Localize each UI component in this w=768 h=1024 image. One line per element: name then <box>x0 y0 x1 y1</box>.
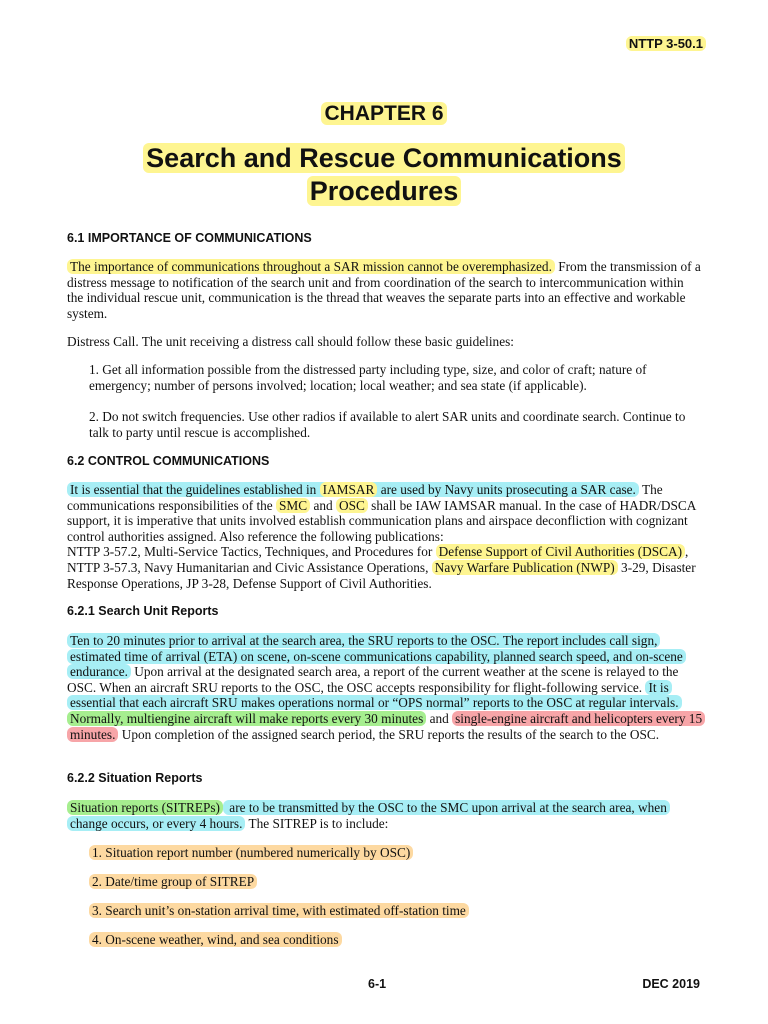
section-6-2-1-paragraph <box>67 633 703 742</box>
sitrep-item-4 <box>89 932 703 948</box>
footer-date: DEC 2019 <box>642 977 700 991</box>
highlight-smc: SMC <box>276 498 310 513</box>
text-span: It is essential that the guidelines established in <box>70 482 320 497</box>
text-span: Upon arrival at the designated search area, a report of the current weather at the scene is relayed to the OSC. When an aircraft SRU reports to the OSC, the OSC accepts responsibility for flight-following service. <box>67 664 679 695</box>
highlight-ops-normal: It is essential that each aircraft SRU makes operations normal or “OPS normal” reports to the OSC at regular intervals. <box>67 680 682 711</box>
highlight-sitreps: Situation reports (SITREPs) <box>67 800 223 815</box>
text-span: , NTTP 3-57.3, Navy Humanitarian and Civic Assistance Operations, <box>67 544 689 575</box>
chapter-title <box>60 142 708 208</box>
highlight-prior-arrival: Ten to 20 minutes prior to arrival at the search area, the SRU reports to the OSC. The report includes call sign, estimated time of arrival (ETA) on scene, on-scene communications capability, planned search speed, and on-scene endurance. <box>67 633 686 679</box>
section-6-1-paragraph <box>67 259 703 321</box>
text-span: shall be IAW IAMSAR manual. In the case of HADR/DSCA support, it is imperative that units involved establish communication plans and airspace deconfliction with cognizant control authorities assigned. Also reference the following publications: <box>67 497 696 544</box>
sitrep-item-1-text: 1. Situation report number (numbered numerically by OSC) <box>89 845 413 860</box>
highlight-osc: OSC <box>336 498 368 513</box>
highlight-transmitted: are to be transmitted by the OSC to the SMC upon arrival at the search area, when change occurs, or every 4 hours. <box>67 800 670 831</box>
text-span: The SITREP is to include: <box>245 815 389 831</box>
chapter-label <box>0 102 768 126</box>
section-6-2-1-heading: 6.2.1 Search Unit Reports <box>67 604 219 618</box>
section-6-2-2-heading: 6.2.2 Situation Reports <box>67 771 203 785</box>
section-6-1-heading: 6.1 IMPORTANCE OF COMMUNICATIONS <box>67 231 312 245</box>
text-span: 3-29, Disaster Response Operations, JP 3-28, Defense Support of Civil Authorities. <box>67 559 696 591</box>
document-id <box>626 36 706 51</box>
chapter-title-line2: Procedures <box>307 176 462 206</box>
sitrep-item-3 <box>89 903 703 919</box>
text-span: NTTP 3-57.2, Multi-Service Tactics, Techniques, and Procedures for <box>67 544 436 560</box>
text-span: The communications responsibilities of the <box>67 482 663 513</box>
section-6-2-paragraph <box>67 482 703 591</box>
highlight-importance: The importance of communications throughout a SAR mission cannot be overemphasized. <box>67 259 555 274</box>
section-6-2-heading: 6.2 CONTROL COMMUNICATIONS <box>67 454 270 468</box>
page-number: 6-1 <box>368 977 387 991</box>
highlight-dsca: Defense Support of Civil Authorities (DSCA) <box>436 544 685 559</box>
sitrep-item-2 <box>89 874 703 890</box>
highlight-single-engine: single-engine aircraft and helicopters every 15 minutes. <box>67 711 705 742</box>
text-span: and <box>310 497 336 513</box>
sitrep-item-2-text: 2. Date/time group of SITREP <box>89 874 257 889</box>
highlight-essential <box>67 482 639 497</box>
distress-guideline-1: 1. Get all information possible from the distressed party including type, size, and color of craft; nature of emergency; number of persons involved; location; local weather; and sea state (if applicable). <box>89 362 647 393</box>
text-span: From the transmission of a distress message to notification of the search unit and from coordination of the search to intercommunication within the individual rescue unit, communication is the thread that weaves the separate parts into an effective and workable system. <box>67 259 701 321</box>
sitrep-item-1 <box>89 845 703 861</box>
highlight-iamsar: IAMSAR <box>320 482 378 497</box>
distress-call-paragraph: Distress Call. The unit receiving a distress call should follow these basic guidelines: <box>67 334 514 349</box>
highlight-nwp: Navy Warfare Publication (NWP) <box>432 560 618 575</box>
chapter-title-line1: Search and Rescue Communications <box>143 143 625 173</box>
document-id-text: NTTP 3-50.1 <box>626 36 706 51</box>
chapter-label-text: CHAPTER 6 <box>321 102 446 125</box>
sitrep-item-4-text: 4. On-scene weather, wind, and sea conditions <box>89 932 342 947</box>
highlight-multiengine: Normally, multiengine aircraft will make reports every 30 minutes <box>67 711 426 726</box>
text-span: and <box>426 710 453 726</box>
distress-guideline-2: 2. Do not switch frequencies. Use other radios if available to alert SAR units and coordinate search. Continue to talk to party until rescue is accomplished. <box>89 409 686 440</box>
sitrep-item-3-text: 3. Search unit’s on-station arrival time, with estimated off-station time <box>89 903 469 918</box>
text-span: are used by Navy units prosecuting a SAR case. <box>377 482 636 497</box>
text-span: Upon completion of the assigned search period, the SRU reports the results of the search to the OSC. <box>118 726 660 742</box>
section-6-2-2-paragraph <box>67 800 703 831</box>
